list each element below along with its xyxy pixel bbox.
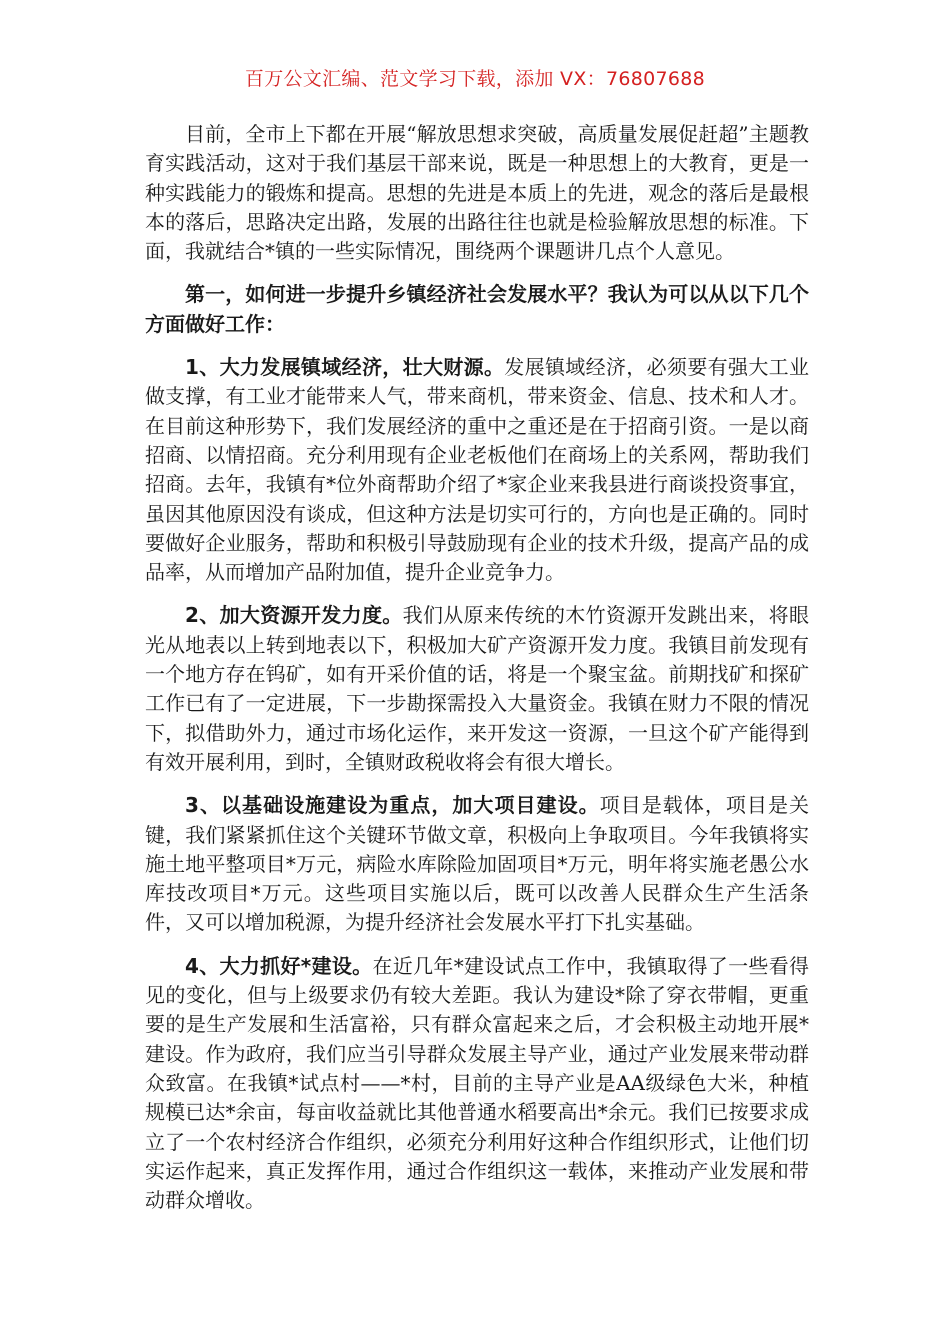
paragraph-section-one <box>145 280 809 339</box>
paragraph-item-2 <box>145 601 809 777</box>
item-heading: 4、大力抓好*建设。 <box>185 953 373 978</box>
item-heading: 1、大力发展镇域经济，壮大财源。 <box>185 355 505 380</box>
item-heading: 2、加大资源开发力度。 <box>185 603 403 628</box>
paragraph-item-3 <box>145 791 809 937</box>
paragraph-item-4 <box>145 952 809 1216</box>
paragraph-body: 我们从原来传统的木竹资源开发跳出来，将眼光从地表以上转到地表以下，积极加大矿产资源开发力度。我镇目前发现有一个地方存在钨矿，如有开采价值的话，将是一个聚宝盆。前期找矿和探矿工作已有了一定进展，下一步勘探需投入大量资金。我镇在财力不限的情况下，拟借助外力，通过市场化运作，来开发这一资源，一旦这个矿产能得到有效开展利用，到时，全镇财政税收将会有很大增长。 <box>145 603 810 774</box>
promo-header: 百万公文汇编、范文学习下载，添加 VX：76807688 <box>244 68 706 90</box>
paragraph-body: 目前，全市上下都在开展“解放思想求突破，高质量发展促赶超”主题教育实践活动，这对于我们基层干部来说，既是一种思想上的大教育，更是一种实践能力的锻炼和提高。思想的先进是本质上的先进，观念的落后是最根本的落后，思路决定出路，发展的出路往往也就是检验解放思想的标准。下面，我就结合*镇的一些实际情况，围绕两个课题讲几点个人意见。 <box>145 122 809 264</box>
paragraph-body: 发展镇域经济，必须要有强大工业做支撑，有工业才能带来人气，带来商机，带来资金、信息、技术和人才。在目前这种形势下，我们发展经济的重中之重还是在于招商引资。一是以商招商、以情招商。充分利用现有企业老板他们在商场上的关系网，帮助我们招商。去年，我镇有*位外商帮助介绍了*家企业来我县进行商谈投资事宜，虽因其他原因没有谈成，但这种方法是切实可行的，方向也是正确的。同时要做好企业服务，帮助和积极引导鼓励现有企业的技术升级，提高产品的成品率，从而增加产品附加值，提升企业竞争力。 <box>145 355 809 585</box>
item-heading: 3、以基础设施建设为重点，加大项目建设。 <box>185 793 600 818</box>
paragraph-intro <box>145 120 809 266</box>
paragraph-body: 在近几年*建设试点工作中，我镇取得了一些看得见的变化，但与上级要求仍有较大差距。我认为建设*除了穿衣带帽，更重要的是生产发展和生活富裕，只有群众富起来之后，才会积极主动地开展*建设。作为政府，我们应当引导群众发展主导产业，通过产业发展来带动群众致富。在我镇*试点村——*村，目前的主导产业是AA级绿色大米，种植规模已达*余亩，每亩收益就比其他普通水稻要高出*余元。我们已按要求成立了一个农村经济合作组织，必须充分利用好这种合作组织形式，让他们切实运作起来，真正发挥作用，通过合作组织这一载体，来推动产业发展和带动群众增收。 <box>145 953 810 1213</box>
paragraph-item-1 <box>145 353 809 587</box>
paragraph-body: 项目是载体，项目是关键，我们紧紧抓住这个关键环节做文章，积极向上争取项目。今年我镇将实施土地平整项目*万元，病险水库除险加固项目*万元，明年将实施老愚公水库技改项目*万元。这些项目实施以后，既可以改善人民群众生产生活条件，又可以增加税源，为提升经济社会发展水平打下扎实基础。 <box>145 793 810 935</box>
document-body <box>145 120 809 1229</box>
section-heading: 第一，如何进一步提升乡镇经济社会发展水平？我认为可以从以下几个方面做好工作： <box>145 282 809 336</box>
